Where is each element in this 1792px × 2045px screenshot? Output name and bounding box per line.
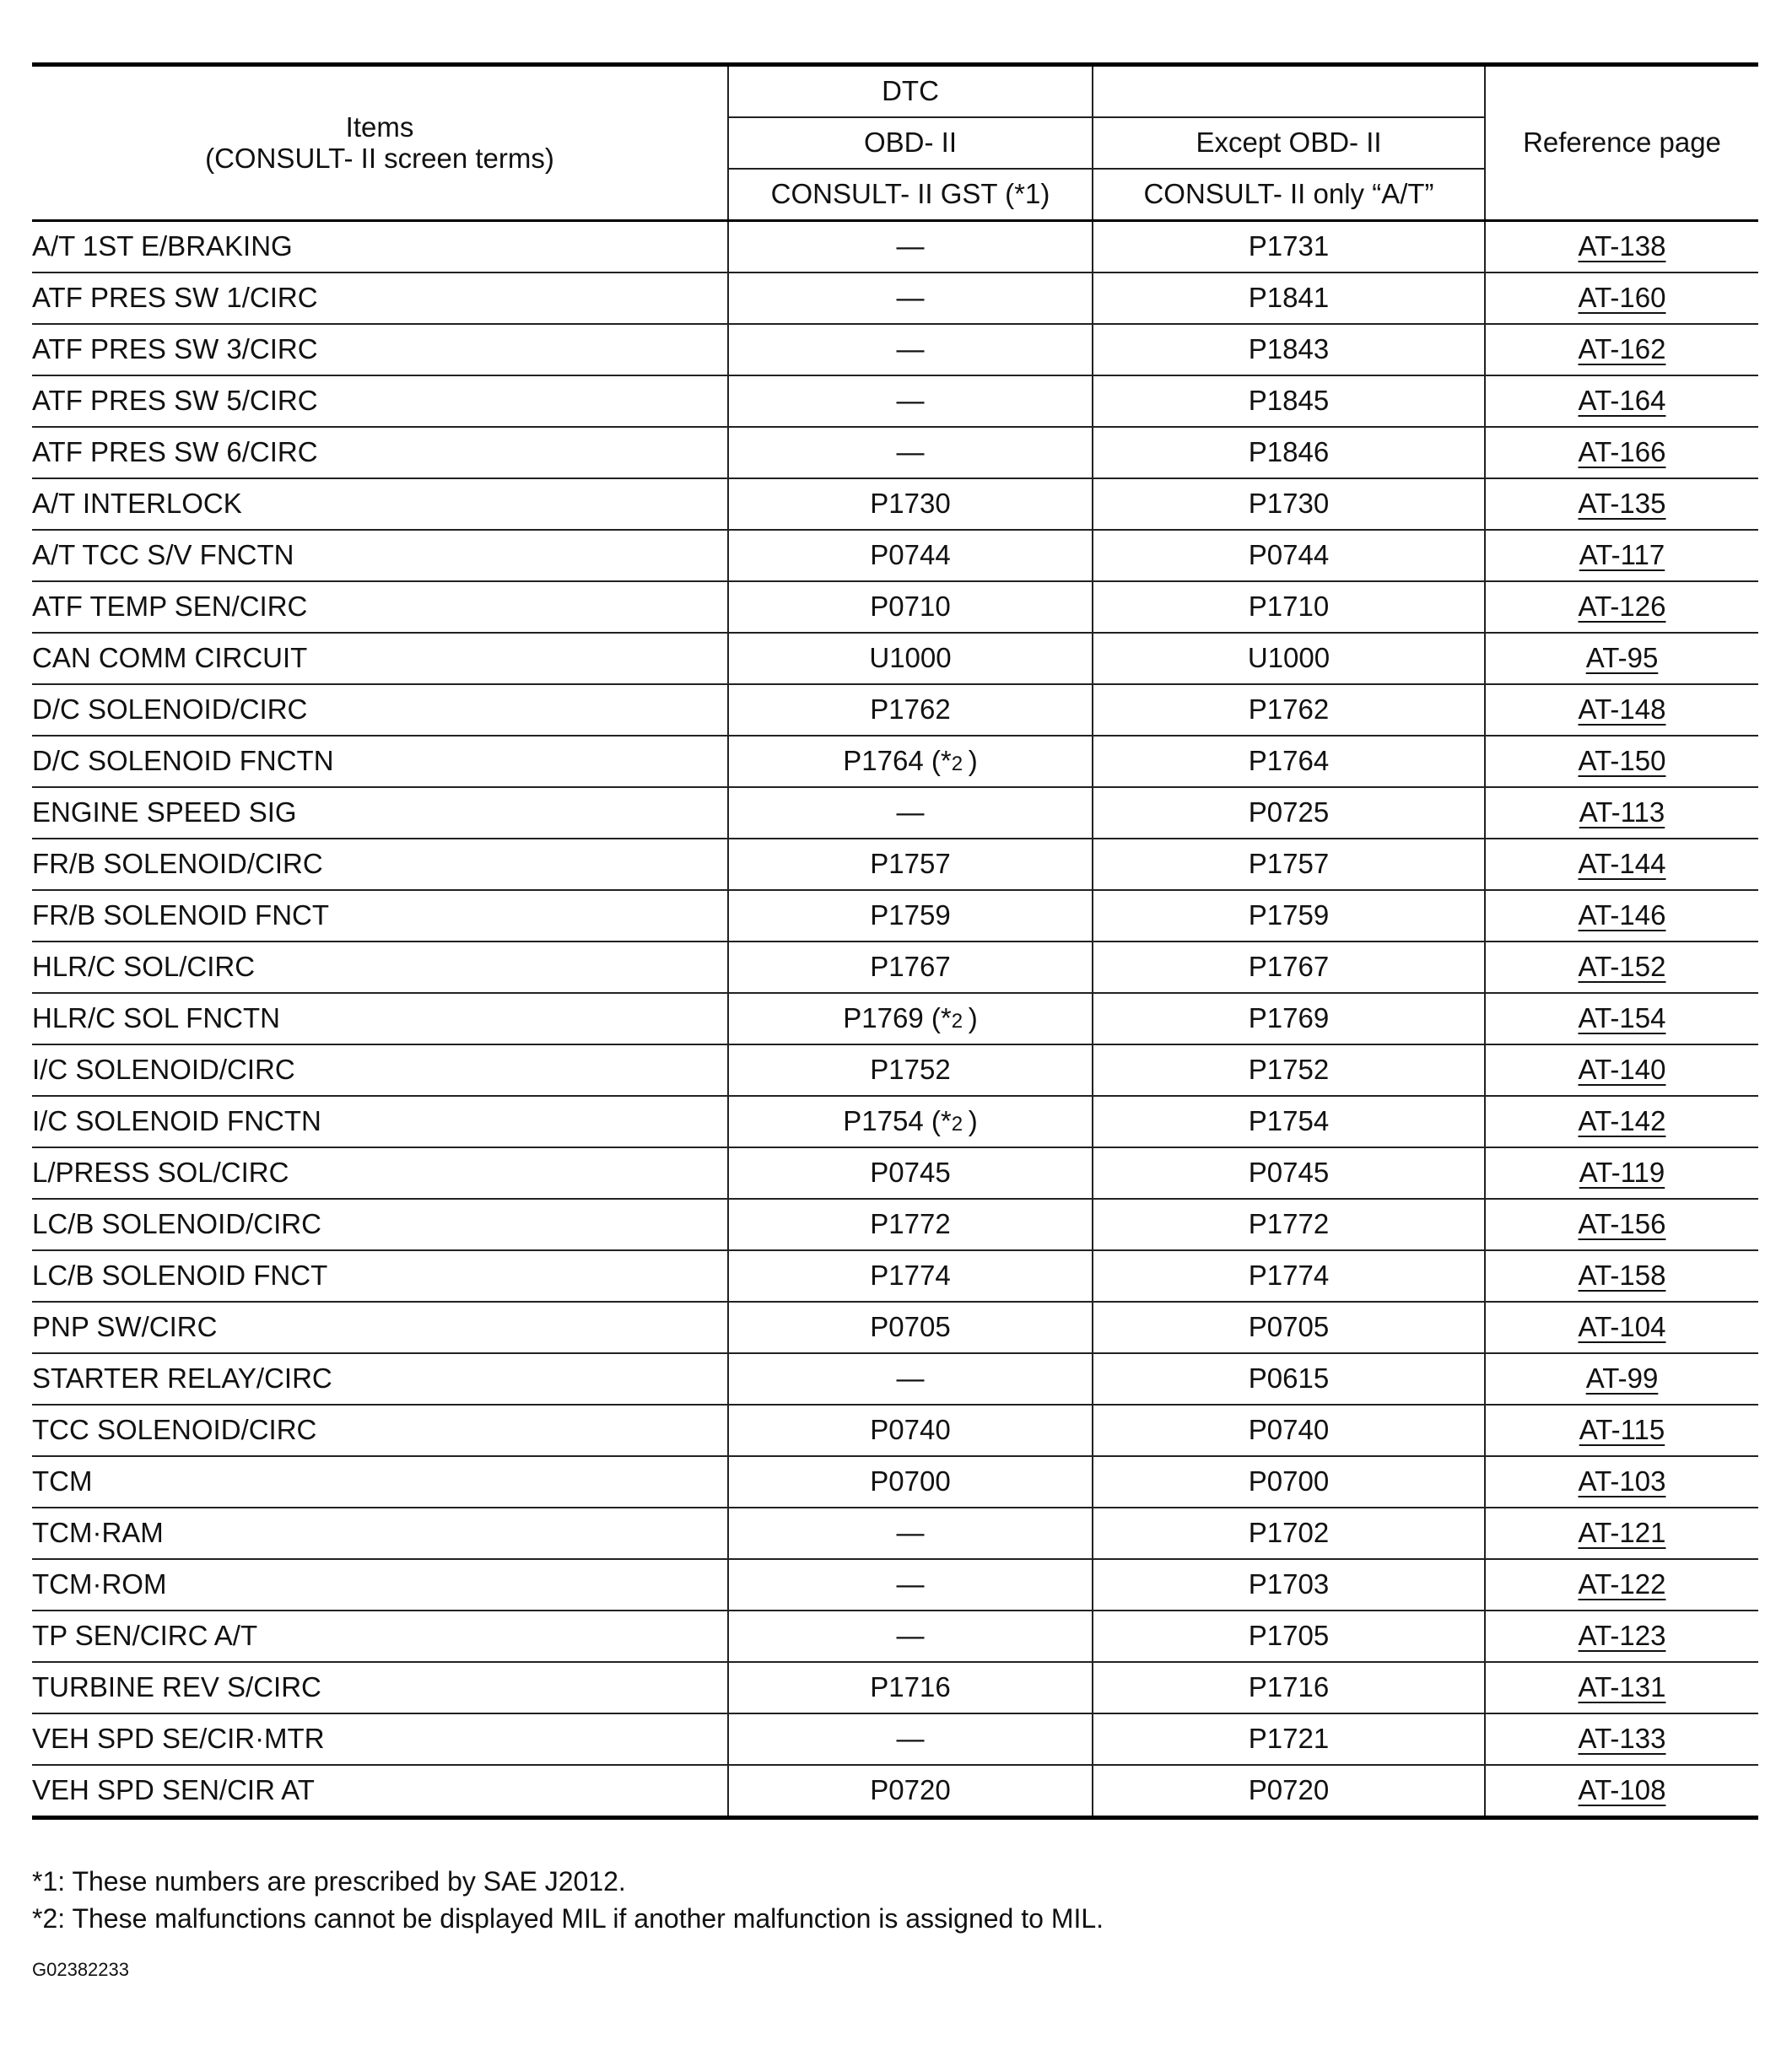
obd-dtc-code: P1730 [870, 488, 951, 520]
header-consult-only: CONSULT- II only “A/T” [1093, 169, 1485, 221]
obd-footnote-ref: (*2 ) [931, 1105, 978, 1137]
obd-dtc-code: — [896, 1362, 925, 1395]
obd-footnote-ref: (*2 ) [931, 745, 978, 777]
obd-dtc-cell [728, 633, 1093, 684]
reference-page-cell [1485, 1199, 1758, 1250]
except-obd-dtc: P1759 [1093, 890, 1485, 942]
reference-page-cell [1485, 1096, 1758, 1147]
reference-page-cell [1485, 1302, 1758, 1353]
obd-dtc-cell [728, 1662, 1093, 1713]
obd-dtc-code: — [896, 436, 925, 468]
obd-dtc-code: P0740 [870, 1414, 951, 1446]
reference-page-link[interactable]: AT-99 [1585, 1362, 1659, 1395]
item-name: TP SEN/CIRC A/T [32, 1611, 728, 1662]
obd-dtc-code: P1764 [843, 745, 924, 777]
obd-dtc-cell [728, 324, 1093, 375]
item-name: A/T 1ST E/BRAKING [32, 221, 728, 273]
obd-dtc-code: P0745 [870, 1157, 951, 1189]
obd-dtc-code: P1772 [870, 1208, 951, 1240]
item-name: FR/B SOLENOID FNCT [32, 890, 728, 942]
reference-page-link[interactable]: AT-122 [1578, 1568, 1666, 1600]
except-obd-dtc: P0745 [1093, 1147, 1485, 1199]
reference-page-cell [1485, 1713, 1758, 1765]
item-name: CAN COMM CIRCUIT [32, 633, 728, 684]
obd-dtc-code: — [896, 282, 925, 314]
item-name: A/T INTERLOCK [32, 478, 728, 530]
reference-page-cell [1485, 478, 1758, 530]
item-name: PNP SW/CIRC [32, 1302, 728, 1353]
obd-dtc-code: P1754 [843, 1105, 924, 1137]
except-obd-dtc: P0740 [1093, 1405, 1485, 1456]
reference-page-cell [1485, 942, 1758, 993]
obd-dtc-code: P1769 [843, 1002, 924, 1034]
item-name: VEH SPD SEN/CIR AT [32, 1765, 728, 1818]
reference-page-cell [1485, 1353, 1758, 1405]
footnote-1: *1: These numbers are prescribed by SAE J2012. [32, 1866, 626, 1897]
obd-dtc-code: P1767 [870, 951, 951, 983]
obd-dtc-code: P0710 [870, 591, 951, 623]
header-consult-gst: CONSULT- II GST (*1) [728, 169, 1093, 221]
header-items-line2: (CONSULT- II screen terms) [205, 142, 554, 174]
obd-dtc-cell [728, 890, 1093, 942]
reference-page-cell [1485, 1765, 1758, 1818]
reference-page-cell [1485, 375, 1758, 427]
except-obd-dtc: P1710 [1093, 581, 1485, 633]
item-name: TCC SOLENOID/CIRC [32, 1405, 728, 1456]
table-header [32, 65, 1758, 221]
table-row [32, 1508, 1758, 1559]
reference-page-cell [1485, 839, 1758, 890]
reference-page-cell [1485, 272, 1758, 324]
reference-page-cell [1485, 1456, 1758, 1508]
except-obd-dtc: P1752 [1093, 1044, 1485, 1096]
except-obd-dtc: P1730 [1093, 478, 1485, 530]
reference-page-link[interactable]: AT-117 [1579, 539, 1665, 571]
table-row [32, 633, 1758, 684]
reference-page-cell [1485, 324, 1758, 375]
except-obd-dtc: P0725 [1093, 787, 1485, 839]
reference-page-cell [1485, 1147, 1758, 1199]
obd-dtc-cell [728, 581, 1093, 633]
obd-footnote-ref: (*2 ) [931, 1002, 978, 1034]
item-name: LC/B SOLENOID FNCT [32, 1250, 728, 1302]
table-row [32, 1405, 1758, 1456]
obd-dtc-cell [728, 1250, 1093, 1302]
table-row [32, 839, 1758, 890]
obd-dtc-cell [728, 1456, 1093, 1508]
obd-dtc-code: P1752 [870, 1054, 951, 1086]
reference-page-cell [1485, 684, 1758, 736]
obd-dtc-cell [728, 1559, 1093, 1611]
table-row [32, 1147, 1758, 1199]
except-obd-dtc: P1721 [1093, 1713, 1485, 1765]
item-name: A/T TCC S/V FNCTN [32, 530, 728, 581]
obd-dtc-cell [728, 787, 1093, 839]
obd-dtc-code: U1000 [869, 642, 952, 674]
obd-dtc-code: — [896, 385, 925, 417]
reference-page-link[interactable]: AT-152 [1578, 951, 1666, 983]
table-row [32, 1250, 1758, 1302]
except-obd-dtc: P1845 [1093, 375, 1485, 427]
table-row [32, 272, 1758, 324]
obd-dtc-cell [728, 1199, 1093, 1250]
table-row [32, 942, 1758, 993]
item-name: ATF PRES SW 3/CIRC [32, 324, 728, 375]
except-obd-dtc: P1772 [1093, 1199, 1485, 1250]
reference-page-link[interactable]: AT-150 [1578, 745, 1666, 777]
except-obd-dtc: P1841 [1093, 272, 1485, 324]
table-row [32, 684, 1758, 736]
obd-dtc-code: P1757 [870, 848, 951, 880]
reference-page-cell [1485, 1250, 1758, 1302]
obd-dtc-code: P0720 [870, 1774, 951, 1806]
table-row [32, 787, 1758, 839]
obd-dtc-code: — [896, 796, 925, 828]
reference-page-link[interactable]: AT-156 [1578, 1208, 1666, 1240]
item-name: TCM·ROM [32, 1559, 728, 1611]
reference-page-link[interactable]: AT-123 [1578, 1620, 1666, 1652]
obd-dtc-code: — [896, 1568, 925, 1600]
obd-dtc-cell [728, 272, 1093, 324]
table-row [32, 478, 1758, 530]
reference-page-cell [1485, 530, 1758, 581]
reference-page-cell [1485, 1662, 1758, 1713]
reference-page-cell [1485, 427, 1758, 478]
table-row [32, 1353, 1758, 1405]
item-name: HLR/C SOL FNCTN [32, 993, 728, 1044]
table-row [32, 221, 1758, 273]
table-row [32, 1713, 1758, 1765]
item-name: I/C SOLENOID FNCTN [32, 1096, 728, 1147]
except-obd-dtc: P1764 [1093, 736, 1485, 787]
item-name: LC/B SOLENOID/CIRC [32, 1199, 728, 1250]
reference-page-link[interactable]: AT-160 [1578, 282, 1666, 314]
reference-page-link[interactable]: AT-164 [1578, 385, 1666, 417]
reference-page-link[interactable]: AT-154 [1578, 1002, 1666, 1034]
reference-page-link[interactable]: AT-104 [1578, 1311, 1666, 1343]
reference-page-cell [1485, 993, 1758, 1044]
table-row [32, 1765, 1758, 1818]
except-obd-dtc: P1762 [1093, 684, 1485, 736]
table-row [32, 1662, 1758, 1713]
reference-page-cell [1485, 1044, 1758, 1096]
item-name: ATF PRES SW 6/CIRC [32, 427, 728, 478]
obd-dtc-cell [728, 375, 1093, 427]
reference-page-cell [1485, 1559, 1758, 1611]
item-name: VEH SPD SE/CIR·MTR [32, 1713, 728, 1765]
item-name: TCM [32, 1456, 728, 1508]
reference-page-link[interactable]: AT-144 [1578, 848, 1666, 880]
reference-page-link[interactable]: AT-103 [1578, 1465, 1666, 1497]
item-name: FR/B SOLENOID/CIRC [32, 839, 728, 890]
header-dtc-blank [1093, 65, 1485, 118]
obd-dtc-code: P1716 [870, 1671, 951, 1703]
obd-dtc-cell [728, 1713, 1093, 1765]
reference-page-cell [1485, 633, 1758, 684]
table-row [32, 1199, 1758, 1250]
table-row [32, 1044, 1758, 1096]
except-obd-dtc: U1000 [1093, 633, 1485, 684]
obd-dtc-cell [728, 1096, 1093, 1147]
reference-page-link[interactable]: AT-138 [1578, 230, 1666, 262]
table-row [32, 1559, 1758, 1611]
table-row [32, 375, 1758, 427]
reference-page-cell [1485, 890, 1758, 942]
obd-dtc-cell [728, 478, 1093, 530]
obd-dtc-cell [728, 993, 1093, 1044]
except-obd-dtc: P1703 [1093, 1559, 1485, 1611]
item-name: L/PRESS SOL/CIRC [32, 1147, 728, 1199]
item-name: I/C SOLENOID/CIRC [32, 1044, 728, 1096]
header-items-line1: Items [345, 111, 414, 143]
obd-dtc-cell [728, 736, 1093, 787]
reference-page-cell [1485, 1405, 1758, 1456]
except-obd-dtc: P1769 [1093, 993, 1485, 1044]
footnotes [32, 1863, 1104, 1937]
obd-dtc-code: — [896, 1620, 925, 1652]
table-row [32, 530, 1758, 581]
reference-page-link[interactable]: AT-95 [1585, 642, 1659, 674]
table-row [32, 736, 1758, 787]
item-name: D/C SOLENOID/CIRC [32, 684, 728, 736]
except-obd-dtc: P1754 [1093, 1096, 1485, 1147]
table-row [32, 1302, 1758, 1353]
except-obd-dtc: P0700 [1093, 1456, 1485, 1508]
dtc-table [32, 62, 1758, 1820]
header-obd: OBD- II [728, 117, 1093, 169]
except-obd-dtc: P0615 [1093, 1353, 1485, 1405]
obd-dtc-code: — [896, 1723, 925, 1755]
obd-dtc-cell [728, 1044, 1093, 1096]
reference-page-cell [1485, 221, 1758, 273]
obd-dtc-cell [728, 1508, 1093, 1559]
obd-dtc-cell [728, 1405, 1093, 1456]
obd-dtc-cell [728, 1611, 1093, 1662]
header-items [32, 65, 728, 221]
figure-id: G02382233 [32, 1959, 129, 1980]
table-row [32, 1611, 1758, 1662]
reference-page-link[interactable]: AT-119 [1579, 1157, 1665, 1189]
obd-dtc-code: P0744 [870, 539, 951, 571]
reference-page-link[interactable]: AT-115 [1579, 1414, 1665, 1446]
except-obd-dtc: P0744 [1093, 530, 1485, 581]
except-obd-dtc: P0705 [1093, 1302, 1485, 1353]
except-obd-dtc: P1846 [1093, 427, 1485, 478]
table-row [32, 324, 1758, 375]
obd-dtc-code: P1759 [870, 899, 951, 931]
reference-page-cell [1485, 1508, 1758, 1559]
obd-dtc-code: P0705 [870, 1311, 951, 1343]
obd-dtc-code: — [896, 230, 925, 262]
item-name: STARTER RELAY/CIRC [32, 1353, 728, 1405]
reference-page-link[interactable]: AT-142 [1578, 1105, 1666, 1137]
obd-dtc-cell [728, 839, 1093, 890]
footnote-2: *2: These malfunctions cannot be displayed MIL if another malfunction is assigned to MIL. [32, 1903, 1104, 1934]
obd-dtc-code: P1774 [870, 1260, 951, 1292]
item-name: ATF PRES SW 5/CIRC [32, 375, 728, 427]
obd-dtc-cell [728, 530, 1093, 581]
reference-page-link[interactable]: AT-113 [1579, 796, 1665, 828]
obd-dtc-cell [728, 221, 1093, 273]
reference-page-link[interactable]: AT-121 [1578, 1517, 1666, 1549]
except-obd-dtc: P0720 [1093, 1765, 1485, 1818]
table-row [32, 993, 1758, 1044]
reference-page-link[interactable]: AT-162 [1578, 333, 1666, 365]
reference-page-link[interactable]: AT-158 [1578, 1260, 1666, 1292]
item-name: TCM·RAM [32, 1508, 728, 1559]
table-row [32, 1456, 1758, 1508]
obd-dtc-code: P0700 [870, 1465, 951, 1497]
reference-page-link[interactable]: AT-135 [1578, 488, 1666, 520]
reference-page-link[interactable]: AT-140 [1578, 1054, 1666, 1086]
obd-dtc-cell [728, 1302, 1093, 1353]
obd-dtc-cell [728, 427, 1093, 478]
item-name: ATF TEMP SEN/CIRC [32, 581, 728, 633]
except-obd-dtc: P1705 [1093, 1611, 1485, 1662]
reference-page-cell [1485, 581, 1758, 633]
except-obd-dtc: P1774 [1093, 1250, 1485, 1302]
obd-dtc-cell [728, 1765, 1093, 1818]
except-obd-dtc: P1731 [1093, 221, 1485, 273]
header-reference-page: Reference page [1485, 65, 1758, 221]
except-obd-dtc: P1757 [1093, 839, 1485, 890]
reference-page-link[interactable]: AT-166 [1578, 436, 1666, 468]
item-name: TURBINE REV S/CIRC [32, 1662, 728, 1713]
item-name: ENGINE SPEED SIG [32, 787, 728, 839]
except-obd-dtc: P1716 [1093, 1662, 1485, 1713]
obd-dtc-cell [728, 1147, 1093, 1199]
reference-page-link[interactable]: AT-133 [1578, 1723, 1666, 1755]
reference-page-cell [1485, 736, 1758, 787]
reference-page-link[interactable]: AT-146 [1578, 899, 1666, 931]
obd-dtc-cell [728, 942, 1093, 993]
table-body [32, 221, 1758, 1818]
header-except-obd: Except OBD- II [1093, 117, 1485, 169]
obd-dtc-code: — [896, 1517, 925, 1549]
table-row [32, 581, 1758, 633]
table-row [32, 427, 1758, 478]
obd-dtc-code: P1762 [870, 693, 951, 726]
except-obd-dtc: P1767 [1093, 942, 1485, 993]
obd-dtc-cell [728, 684, 1093, 736]
except-obd-dtc: P1843 [1093, 324, 1485, 375]
reference-page-link[interactable]: AT-126 [1578, 591, 1666, 623]
header-dtc: DTC [728, 65, 1093, 118]
except-obd-dtc: P1702 [1093, 1508, 1485, 1559]
table-row [32, 1096, 1758, 1147]
item-name: ATF PRES SW 1/CIRC [32, 272, 728, 324]
reference-page-link[interactable]: AT-131 [1578, 1671, 1666, 1703]
item-name: D/C SOLENOID FNCTN [32, 736, 728, 787]
reference-page-cell [1485, 1611, 1758, 1662]
reference-page-cell [1485, 787, 1758, 839]
item-name: HLR/C SOL/CIRC [32, 942, 728, 993]
obd-dtc-code: — [896, 333, 925, 365]
obd-dtc-cell [728, 1353, 1093, 1405]
reference-page-link[interactable]: AT-108 [1578, 1774, 1666, 1806]
reference-page-link[interactable]: AT-148 [1578, 693, 1666, 726]
table-row [32, 890, 1758, 942]
